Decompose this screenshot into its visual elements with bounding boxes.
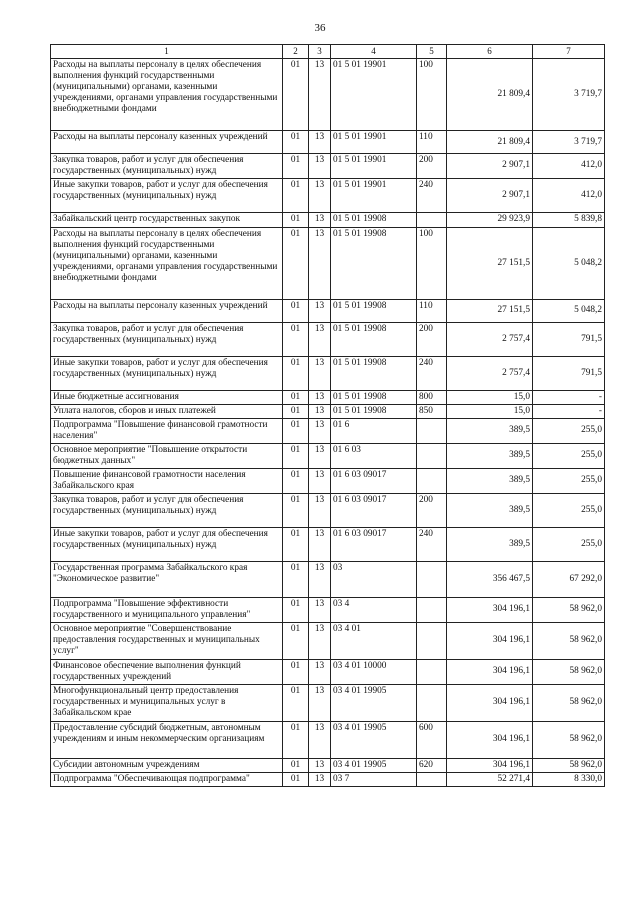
amount-col7: - <box>533 404 605 418</box>
table-row <box>51 154 605 179</box>
budget-item-name: Закупка товаров, работ и услуг для обеспечения государственных (муниципальных) нужд <box>51 154 283 179</box>
section-code: 01 <box>283 212 309 227</box>
amount-col7: 58 962,0 <box>533 659 605 684</box>
section-code: 01 <box>283 659 309 684</box>
target-article-code: 01 5 01 19901 <box>331 59 417 131</box>
target-article-code: 01 5 01 19908 <box>331 227 417 299</box>
amount-col7: 255,0 <box>533 468 605 493</box>
amount-col7: 58 962,0 <box>533 758 605 772</box>
section-code: 01 <box>283 493 309 527</box>
amount-col6: 389,5 <box>447 443 533 468</box>
page-number: 36 <box>314 22 326 34</box>
budget-item-name: Расходы на выплаты персоналу в целях обеспечения выполнения функций государственными (муниципальными) органами, казенными учреждениями, органами управления государственными внебюджетными фондами <box>51 59 283 131</box>
amount-col6: 304 196,1 <box>447 758 533 772</box>
subsection-code: 13 <box>309 561 331 597</box>
subsection-code: 13 <box>309 772 331 786</box>
target-article-code: 03 4 01 <box>331 622 417 659</box>
target-article-code: 03 4 01 19905 <box>331 684 417 721</box>
subsection-code: 13 <box>309 154 331 179</box>
section-code: 01 <box>283 131 309 154</box>
expense-type-code: 200 <box>417 154 447 179</box>
col-header-3: 3 <box>309 45 331 59</box>
amount-col6: 389,5 <box>447 493 533 527</box>
target-article-code: 03 4 01 10000 <box>331 659 417 684</box>
section-code: 01 <box>283 468 309 493</box>
expense-type-code: 800 <box>417 390 447 404</box>
amount-col7: - <box>533 390 605 404</box>
amount-col6: 304 196,1 <box>447 659 533 684</box>
section-code: 01 <box>283 404 309 418</box>
table-row <box>51 721 605 758</box>
amount-col6: 304 196,1 <box>447 597 533 622</box>
budget-item-name: Субсидии автономным учреждениям <box>51 758 283 772</box>
expense-type-code: 620 <box>417 758 447 772</box>
expense-type-code: 200 <box>417 493 447 527</box>
subsection-code: 13 <box>309 659 331 684</box>
subsection-code: 13 <box>309 721 331 758</box>
amount-col6: 29 923,9 <box>447 212 533 227</box>
expense-type-code: 110 <box>417 299 447 322</box>
table-row <box>51 390 605 404</box>
table-row <box>51 659 605 684</box>
amount-col6: 27 151,5 <box>447 299 533 322</box>
target-article-code: 03 <box>331 561 417 597</box>
section-code: 01 <box>283 721 309 758</box>
subsection-code: 13 <box>309 597 331 622</box>
table-row <box>51 684 605 721</box>
col-header-2: 2 <box>283 45 309 59</box>
col-header-4: 4 <box>331 45 417 59</box>
col-header-1: 1 <box>51 45 283 59</box>
amount-col6: 15,0 <box>447 404 533 418</box>
col-header-7: 7 <box>533 45 605 59</box>
target-article-code: 01 6 03 09017 <box>331 468 417 493</box>
subsection-code: 13 <box>309 404 331 418</box>
subsection-code: 13 <box>309 59 331 131</box>
target-article-code: 03 4 <box>331 597 417 622</box>
target-article-code: 03 4 01 19905 <box>331 758 417 772</box>
amount-col7: 791,5 <box>533 322 605 356</box>
expense-type-code <box>417 772 447 786</box>
amount-col7: 67 292,0 <box>533 561 605 597</box>
amount-col6: 21 809,4 <box>447 131 533 154</box>
expense-type-code <box>417 622 447 659</box>
expense-type-code <box>417 684 447 721</box>
amount-col7: 791,5 <box>533 356 605 390</box>
amount-col7: 58 962,0 <box>533 622 605 659</box>
budget-item-name: Забайкальский центр государственных закупок <box>51 212 283 227</box>
subsection-code: 13 <box>309 356 331 390</box>
table-row <box>51 178 605 212</box>
subsection-code: 13 <box>309 178 331 212</box>
table-row <box>51 356 605 390</box>
table-row <box>51 443 605 468</box>
col-header-5: 5 <box>417 45 447 59</box>
budget-item-name: Основное мероприятие "Совершенствование предоставления государственных и муниципальных услуг" <box>51 622 283 659</box>
table-row <box>51 59 605 131</box>
expense-type-code: 200 <box>417 322 447 356</box>
table-row <box>51 404 605 418</box>
target-article-code: 01 5 01 19908 <box>331 356 417 390</box>
amount-col7: 412,0 <box>533 178 605 212</box>
table-row <box>51 227 605 299</box>
expense-type-code: 100 <box>417 227 447 299</box>
amount-col6: 21 809,4 <box>447 59 533 131</box>
subsection-code: 13 <box>309 758 331 772</box>
table-row <box>51 493 605 527</box>
budget-item-name: Расходы на выплаты персоналу казенных учреждений <box>51 131 283 154</box>
budget-item-name: Государственная программа Забайкальского края "Экономическое развитие" <box>51 561 283 597</box>
target-article-code: 03 4 01 19905 <box>331 721 417 758</box>
section-code: 01 <box>283 527 309 561</box>
budget-item-name: Подпрограмма "Повышение эффективности государственного и муниципального управления" <box>51 597 283 622</box>
subsection-code: 13 <box>309 390 331 404</box>
expense-type-code: 100 <box>417 59 447 131</box>
target-article-code: 01 5 01 19908 <box>331 404 417 418</box>
section-code: 01 <box>283 622 309 659</box>
budget-item-name: Иные закупки товаров, работ и услуг для обеспечения государственных (муниципальных) нужд <box>51 178 283 212</box>
budget-item-name: Уплата налогов, сборов и иных платежей <box>51 404 283 418</box>
col-header-6: 6 <box>447 45 533 59</box>
section-code: 01 <box>283 154 309 179</box>
section-code: 01 <box>283 322 309 356</box>
target-article-code: 01 6 03 09017 <box>331 527 417 561</box>
target-article-code: 01 5 01 19901 <box>331 178 417 212</box>
amount-col6: 389,5 <box>447 418 533 443</box>
expense-type-code <box>417 418 447 443</box>
amount-col6: 304 196,1 <box>447 622 533 659</box>
section-code: 01 <box>283 772 309 786</box>
amount-col7: 255,0 <box>533 527 605 561</box>
amount-col7: 3 719,7 <box>533 131 605 154</box>
expense-type-code <box>417 212 447 227</box>
budget-item-name: Расходы на выплаты персоналу в целях обеспечения выполнения функций государственными (муниципальными) органами, казенными учреждениями, органами управления государственными внебюджетными фондами <box>51 227 283 299</box>
table-row <box>51 418 605 443</box>
section-code: 01 <box>283 178 309 212</box>
budget-item-name: Многофункциональный центр предоставления государственных и муниципальных услуг в Забайкальском крае <box>51 684 283 721</box>
table-row <box>51 622 605 659</box>
target-article-code: 01 5 01 19901 <box>331 154 417 179</box>
expense-type-code: 240 <box>417 356 447 390</box>
subsection-code: 13 <box>309 299 331 322</box>
table-row <box>51 527 605 561</box>
subsection-code: 13 <box>309 131 331 154</box>
budget-item-name: Закупка товаров, работ и услуг для обеспечения государственных (муниципальных) нужд <box>51 322 283 356</box>
subsection-code: 13 <box>309 493 331 527</box>
table-row <box>51 597 605 622</box>
subsection-code: 13 <box>309 227 331 299</box>
expense-type-code <box>417 561 447 597</box>
expense-type-code <box>417 659 447 684</box>
amount-col7: 255,0 <box>533 493 605 527</box>
target-article-code: 01 5 01 19908 <box>331 212 417 227</box>
expense-type-code <box>417 597 447 622</box>
expense-type-code <box>417 468 447 493</box>
amount-col6: 2 757,4 <box>447 322 533 356</box>
expense-type-code: 240 <box>417 527 447 561</box>
amount-col7: 58 962,0 <box>533 684 605 721</box>
subsection-code: 13 <box>309 418 331 443</box>
amount-col7: 5 048,2 <box>533 299 605 322</box>
amount-col6: 2 907,1 <box>447 178 533 212</box>
subsection-code: 13 <box>309 622 331 659</box>
amount-col7: 58 962,0 <box>533 721 605 758</box>
budget-table <box>50 44 605 787</box>
section-code: 01 <box>283 356 309 390</box>
expense-type-code <box>417 443 447 468</box>
amount-col6: 2 757,4 <box>447 356 533 390</box>
target-article-code: 01 5 01 19901 <box>331 131 417 154</box>
amount-col6: 304 196,1 <box>447 721 533 758</box>
subsection-code: 13 <box>309 322 331 356</box>
subsection-code: 13 <box>309 527 331 561</box>
table-row <box>51 758 605 772</box>
section-code: 01 <box>283 758 309 772</box>
amount-col6: 356 467,5 <box>447 561 533 597</box>
table-body <box>51 59 605 787</box>
subsection-code: 13 <box>309 212 331 227</box>
budget-item-name: Расходы на выплаты персоналу казенных учреждений <box>51 299 283 322</box>
amount-col7: 412,0 <box>533 154 605 179</box>
budget-item-name: Закупка товаров, работ и услуг для обеспечения государственных (муниципальных) нужд <box>51 493 283 527</box>
amount-col7: 5 839,8 <box>533 212 605 227</box>
budget-item-name: Иные закупки товаров, работ и услуг для обеспечения государственных (муниципальных) нужд <box>51 527 283 561</box>
amount-col7: 5 048,2 <box>533 227 605 299</box>
section-code: 01 <box>283 59 309 131</box>
table-row <box>51 772 605 786</box>
amount-col6: 389,5 <box>447 527 533 561</box>
amount-col6: 389,5 <box>447 468 533 493</box>
section-code: 01 <box>283 418 309 443</box>
table-row <box>51 299 605 322</box>
amount-col6: 2 907,1 <box>447 154 533 179</box>
subsection-code: 13 <box>309 468 331 493</box>
budget-item-name: Подпрограмма "Повышение финансовой грамотности населения" <box>51 418 283 443</box>
target-article-code: 01 5 01 19908 <box>331 390 417 404</box>
target-article-code: 01 6 <box>331 418 417 443</box>
budget-item-name: Иные закупки товаров, работ и услуг для обеспечения государственных (муниципальных) нужд <box>51 356 283 390</box>
budget-item-name: Основное мероприятие "Повышение открытости бюджетных данных" <box>51 443 283 468</box>
amount-col7: 255,0 <box>533 443 605 468</box>
table-row <box>51 468 605 493</box>
target-article-code: 03 7 <box>331 772 417 786</box>
amount-col6: 304 196,1 <box>447 684 533 721</box>
section-code: 01 <box>283 299 309 322</box>
expense-type-code: 240 <box>417 178 447 212</box>
section-code: 01 <box>283 390 309 404</box>
expense-type-code: 850 <box>417 404 447 418</box>
amount-col7: 255,0 <box>533 418 605 443</box>
section-code: 01 <box>283 561 309 597</box>
table-row <box>51 322 605 356</box>
section-code: 01 <box>283 684 309 721</box>
target-article-code: 01 6 03 09017 <box>331 493 417 527</box>
budget-item-name: Подпрограмма "Обеспечивающая подпрограмма" <box>51 772 283 786</box>
target-article-code: 01 5 01 19908 <box>331 322 417 356</box>
budget-item-name: Повышение финансовой грамотности населения Забайкальского края <box>51 468 283 493</box>
amount-col7: 58 962,0 <box>533 597 605 622</box>
expense-type-code: 110 <box>417 131 447 154</box>
amount-col7: 8 330,0 <box>533 772 605 786</box>
target-article-code: 01 6 03 <box>331 443 417 468</box>
table-header-row <box>51 45 605 59</box>
target-article-code: 01 5 01 19908 <box>331 299 417 322</box>
section-code: 01 <box>283 227 309 299</box>
amount-col7: 3 719,7 <box>533 59 605 131</box>
expense-type-code: 600 <box>417 721 447 758</box>
budget-item-name: Предоставление субсидий бюджетным, автономным учреждениям и иным некоммерческим организациям <box>51 721 283 758</box>
budget-item-name: Иные бюджетные ассигнования <box>51 390 283 404</box>
amount-col6: 15,0 <box>447 390 533 404</box>
budget-item-name: Финансовое обеспечение выполнения функций государственных учреждений <box>51 659 283 684</box>
table-row <box>51 131 605 154</box>
table-row <box>51 561 605 597</box>
section-code: 01 <box>283 597 309 622</box>
section-code: 01 <box>283 443 309 468</box>
subsection-code: 13 <box>309 443 331 468</box>
amount-col6: 52 271,4 <box>447 772 533 786</box>
amount-col6: 27 151,5 <box>447 227 533 299</box>
subsection-code: 13 <box>309 684 331 721</box>
table-row <box>51 212 605 227</box>
